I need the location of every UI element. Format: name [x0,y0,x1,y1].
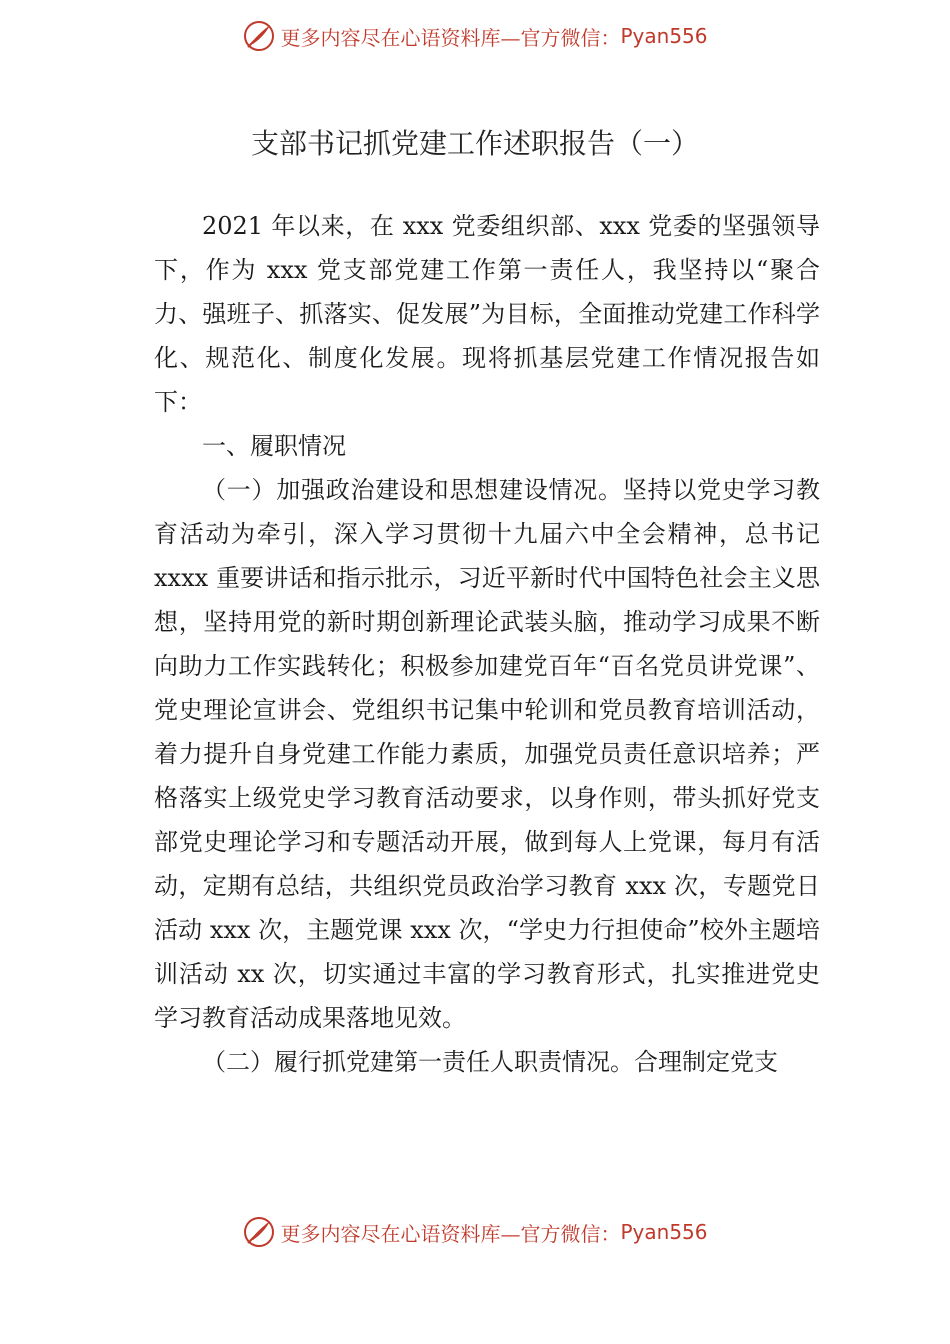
header-watermark [0,14,950,58]
quill-pen-logo-icon [242,1215,276,1249]
watermark-id: Pyan556 [620,24,708,48]
document-title: 支部书记抓党建工作述职报告（一） [250,127,699,160]
document-body [154,204,820,1084]
watermark-text: 更多内容尽在心语资料库—官方微信： [280,1221,621,1246]
section-heading: 一、履职情况 [202,432,346,460]
watermark-id: Pyan556 [620,1220,708,1244]
quill-pen-logo-icon [242,19,276,53]
paragraph-first-responsibility: （二）履行抓党建第一责任人职责情况。合理制定党支 [202,1048,778,1076]
paragraph-political-building: （一）加强政治建设和思想建设情况。坚持以党史学习教育活动为牵引，深入学习贯彻十九届六中全会精神，总书记 xxxx 重要讲话和指示批示，习近平新时代中国特色社会主义思想，坚持用党的新时期创新理论武装头脑，推动学习成果不断向助力工作实践转化；积极参加建党百年“百名党员讲党课”、党史理论宣讲会、党组织书记集中轮训和党员教育培训活动，着力提升自身党建工作能力素质，加强党员责任意识培养；严格落实上级党史学习教育活动要求，以身作则，带头抓好党支部党史理论学习和专题活动开展，做到每人上党课，每月有活动，定期有总结，共组织党员政治学习教育 xxx 次，专题党日活动 xxx 次，主题党课 xxx 次，“学史力行担使命”校外主题培训活动 xx 次，切实通过丰富的学习教育形式，扎实推进党史学习教育活动成果落地见效。 [154,476,820,1032]
paragraph-intro: 2021 年以来，在 xxx 党委组织部、xxx 党委的坚强领导下，作为 xxx 党支部党建工作第一责任人，我坚持以“聚合力、强班子、抓落实、促发展”为目标，全面推动党建工作科学化、规范化、制度化发展。现将抓基层党建工作情况报告如下： [154,212,820,416]
footer-watermark [0,1210,950,1254]
watermark-text: 更多内容尽在心语资料库—官方微信： [280,25,621,50]
